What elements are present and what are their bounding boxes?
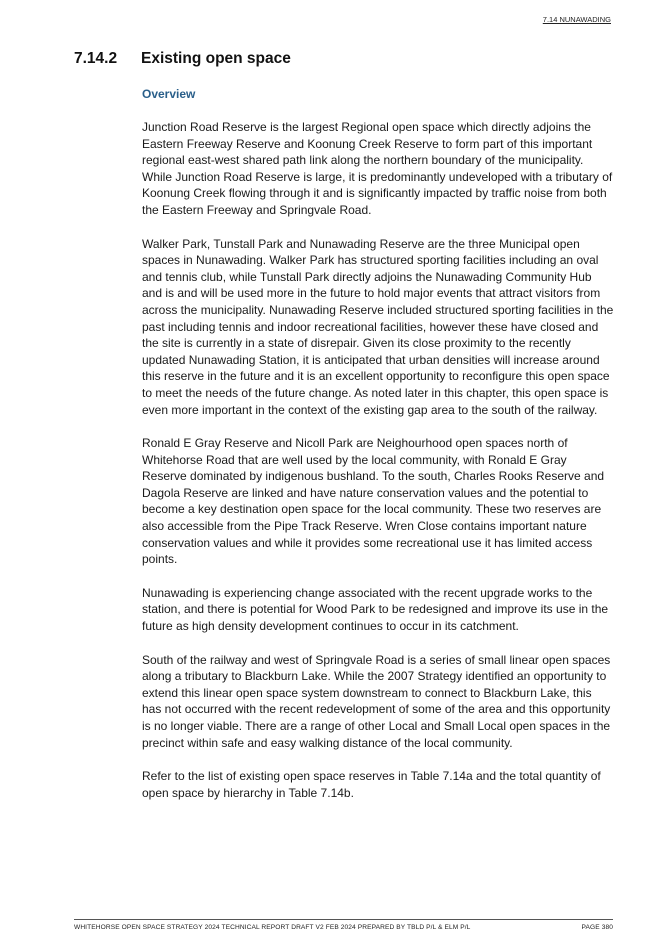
footer-document-info: WHITEHORSE OPEN SPACE STRATEGY 2024 TECHNICAL REPORT DRAFT V2 FEB 2024 PREPARED BY TBLD P/L & ELM P/L bbox=[74, 924, 471, 931]
paragraph: South of the railway and west of Springvale Road is a series of small linear open spaces along a tributary to Blackburn Lake. While the 2007 Strategy identified an opportunity to extend this linear open space system downstream to connect to Blackburn Lake, this has not occurred with the recent redevelopment of some of the area and this opportunity is no longer viable. There are a range of other Local and Small Local open spaces in the precinct within safe and easy walking distance of the local community. bbox=[142, 652, 611, 750]
section-tag: 7.14 NUNAWADING bbox=[542, 15, 611, 24]
page-number: PAGE 380 bbox=[581, 924, 613, 931]
paragraph: Nunawading is experiencing change associated with the recent upgrade works to the station, and there is potential for Wood Park to be redesigned and improve its use in the future as high density development continues to occur in its catchment. bbox=[142, 585, 609, 634]
footer-divider bbox=[74, 919, 613, 920]
page-footer bbox=[74, 924, 613, 931]
paragraph: Refer to the list of existing open space reserves in Table 7.14a and the total quantity of open space by hierarchy in Table 7.14b. bbox=[142, 769, 601, 800]
section-title: Existing open space bbox=[141, 50, 291, 67]
section-number: 7.14.2 bbox=[74, 50, 118, 67]
subheading-overview: Overview bbox=[142, 87, 196, 101]
paragraph: Walker Park, Tunstall Park and Nunawading Reserve are the three Municipal open spaces in Nunawading. Walker Park has structured sporting facilities including an oval and tennis club, while Tunstall Park directly adjoins the Nunawading Community Hub and is and will be used more in the future to hold major events that attract visitors from across the municipality. Nunawading Reserve included structured sporting facilities in the past including tennis and indoor recreational facilities, however these have closed and the site is currently in a state of disrepair. Given its close proximity to the recently updated Nunawading Station, it is anticipated that urban densities will increase around this reserve in the future and it is an excellent opportunity to reconfigure this open space to meet the needs of the future change. As noted later in this chapter, this open space is even more important in the context of the existing gap area to the south of the railway. bbox=[142, 236, 614, 417]
section-heading bbox=[74, 50, 291, 68]
paragraph: Ronald E Gray Reserve and Nicoll Park are Neighourhood open spaces north of Whitehorse Road that are well used by the local community, with Ronald E Gray Reserve dominated by indigenous bushland. To the south, Charles Rooks Reserve and Dagola Reserve are linked and have nature conservation values and the potential to become a key destination open space for the local community. These two reserves are also accessible from the Pipe Track Reserve. Wren Close contains important nature conservation values and while it provides some recreational use it has limited access points. bbox=[142, 436, 605, 567]
body-text bbox=[142, 119, 614, 818]
paragraph: Junction Road Reserve is the largest Regional open space which directly adjoins the Eastern Freeway Reserve and Koonung Creek Reserve to form part of this important regional east-west shared path link along the northern boundary of the municipality. While Junction Road Reserve is large, it is predominantly undeveloped with a tributary of Koonung Creek flowing through it and is significantly impacted by traffic noise from both the Eastern Freeway and Springvale Road. bbox=[142, 120, 613, 217]
